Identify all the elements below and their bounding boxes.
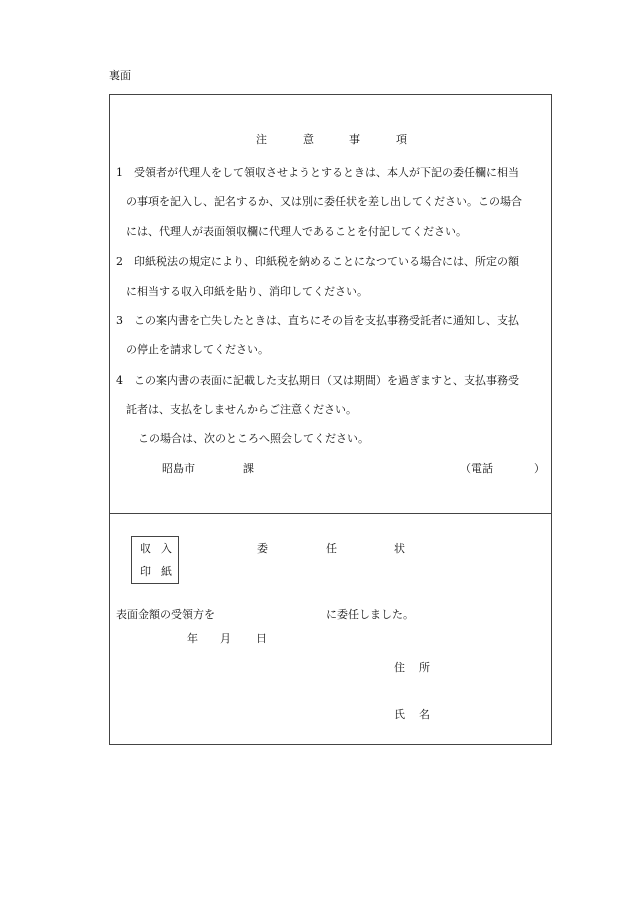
contact-phone-open: （電話	[460, 462, 493, 475]
notes-title-char: 意	[303, 133, 314, 146]
delegation-title-char: 任	[326, 542, 337, 555]
name-label-char: 氏	[394, 708, 405, 721]
note-1-line-1: 1 受領者が代理人をして領収させようとするときは、本人が下記の委任欄に相当	[116, 166, 519, 179]
contact-section: 課	[243, 462, 254, 475]
delegation-amount-prefix: 表面金額の受領方を	[116, 608, 215, 621]
delegation-title-char: 状	[394, 542, 405, 555]
contact-city: 昭島市	[162, 462, 195, 475]
stamp-label-char: 紙	[161, 565, 172, 578]
section-divider	[109, 513, 552, 514]
date-day-label: 日	[256, 632, 267, 645]
stamp-label-char: 入	[161, 542, 172, 555]
note-4-line-2: 託者は、支払をしませんからご注意ください。	[126, 403, 357, 416]
date-month-label: 月	[220, 632, 231, 645]
stamp-label-char: 収	[140, 542, 151, 555]
address-label-char: 所	[419, 661, 430, 674]
date-year-label: 年	[187, 632, 198, 645]
address-label-char: 住	[394, 661, 405, 674]
notice-form-frame	[109, 94, 552, 745]
contact-phone-close: ）	[534, 462, 545, 475]
notes-title-char: 注	[256, 133, 267, 146]
page-side-label: 裏面	[109, 69, 131, 82]
notes-title-char: 事	[349, 133, 360, 146]
delegation-amount-suffix: に委任しました。	[326, 608, 414, 621]
note-inquiry-line: この場合は、次のところへ照会してください。	[138, 432, 369, 445]
note-3-line-2: の停止を請求してください。	[126, 343, 269, 356]
notes-title-char: 項	[396, 133, 407, 146]
note-2-line-1: 2 印紙税法の規定により、印紙税を納めることになつている場合には、所定の額	[116, 255, 519, 268]
name-label-char: 名	[419, 708, 430, 721]
note-3-line-1: 3 この案内書を亡失したときは、直ちにその旨を支払事務受託者に通知し、支払	[116, 314, 519, 327]
note-4-line-1: 4 この案内書の表面に記載した支払期日（又は期間）を過ぎますと、支払事務受	[116, 374, 519, 387]
delegation-title-char: 委	[257, 542, 268, 555]
note-2-line-2: に相当する収入印紙を貼り、消印してください。	[126, 285, 368, 298]
note-1-line-3: には、代理人が表面領収欄に代理人であることを付記してください。	[126, 225, 467, 238]
stamp-label-char: 印	[140, 565, 151, 578]
note-1-line-2: の事項を記入し、記名するか、又は別に委任状を差し出してください。この場合	[126, 195, 522, 208]
